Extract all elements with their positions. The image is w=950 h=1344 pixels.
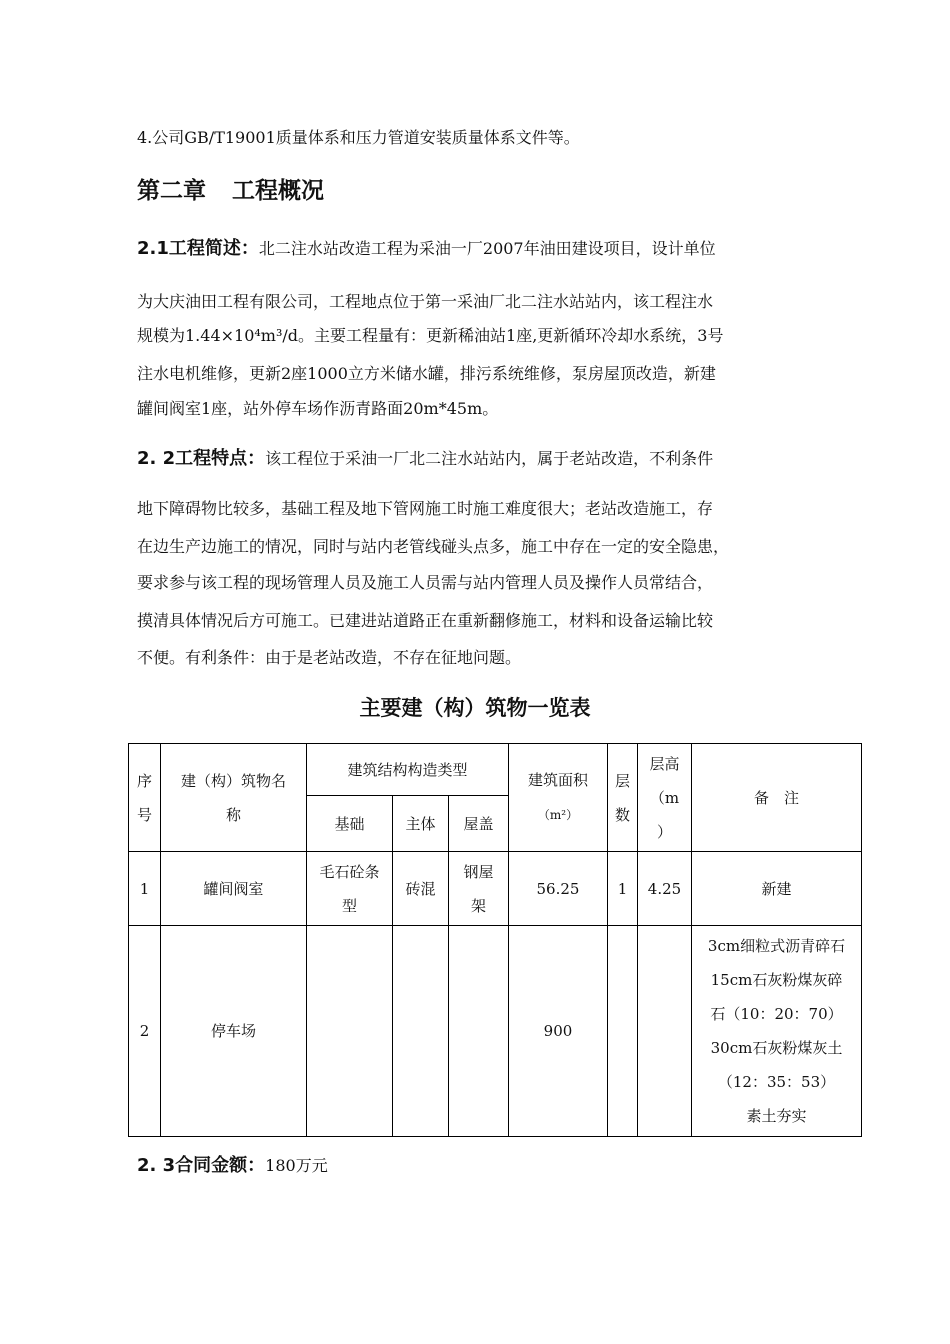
paragraph-line: 该工程位于采油一厂北二注水站站内，属于老站改造，不利条件 (265, 449, 714, 468)
reference-line: 4.公司GB/T19001质量体系和压力管道安装质量体系文件等。 (137, 128, 580, 147)
cell-floors (608, 926, 638, 1137)
paragraph-line: 不便。有利条件：由于是老站改造，不存在征地问题。 (137, 648, 522, 667)
section-2-3-heading: 2. 3合同金额： (137, 1155, 266, 1176)
cell-no: 2 (129, 926, 161, 1137)
cell-no: 1 (129, 852, 161, 926)
cell-foundation (307, 926, 393, 1137)
paragraph-line: 在边生产边施工的情况，同时与站内老管线碰头点多，施工中存在一定的安全隐患， (137, 537, 730, 556)
cell-remarks: 新建 (692, 852, 862, 926)
cell-foundation: 毛石砼条 型 (307, 852, 393, 926)
cell-body: 砖混 (393, 852, 449, 926)
cell-height: 4.25 (638, 852, 692, 926)
section-2-1-first-line (137, 239, 716, 259)
paragraph-line: 规模为1.44×10⁴m³/d。主要工程量有：更新稀油站1座,更新循环冷却水系统，3号 (137, 326, 724, 345)
cell-name: 罐间阀室 (161, 852, 307, 926)
header-roof: 屋盖 (449, 796, 509, 852)
header-name: 建（构）筑物名 称 (161, 744, 307, 852)
cell-height (638, 926, 692, 1137)
cell-area: 900 (509, 926, 608, 1137)
cell-name: 停车场 (161, 926, 307, 1137)
cell-remarks: 3cm细粒式沥青碎石 15cm石灰粉煤灰碎 石（10：20：70） 30cm石灰粉煤灰土 （12：35：53） 素土夯实 (692, 926, 862, 1137)
chapter-title: 第二章 工程概况 (137, 178, 325, 204)
paragraph-line: 北二注水站改造工程为采油一厂2007年油田建设项目，设计单位 (258, 239, 716, 258)
cell-roof (449, 926, 509, 1137)
header-area: 建筑面积 （m²） (509, 744, 608, 852)
section-2-2-heading: 2. 2工程特点： (137, 448, 266, 469)
section-2-3-line (137, 1156, 328, 1176)
buildings-table (128, 743, 862, 1137)
paragraph-line: 摸清具体情况后方可施工。已建进站道路正在重新翻修施工，材料和设备运输比较 (137, 611, 714, 630)
cell-roof: 钢屋 架 (449, 852, 509, 926)
header-no: 序 号 (129, 744, 161, 852)
table-row (129, 926, 862, 1137)
header-structure: 建筑结构构造类型 (307, 744, 509, 796)
cell-floors: 1 (608, 852, 638, 926)
paragraph-line: 地下障碍物比较多，基础工程及地下管网施工时施工难度很大；老站改造施工，存 (137, 499, 714, 518)
header-remarks: 备 注 (692, 744, 862, 852)
paragraph-line: 为大庆油田工程有限公司，工程地点位于第一采油厂北二注水站站内，该工程注水 (137, 292, 714, 311)
header-foundation: 基础 (307, 796, 393, 852)
paragraph-line: 要求参与该工程的现场管理人员及施工人员需与站内管理人员及操作人员常结合， (137, 573, 714, 592)
paragraph-line: 罐间阀室1座，站外停车场作沥青路面20m*45m。 (137, 399, 499, 418)
cell-body (393, 926, 449, 1137)
table-header-row (129, 744, 862, 796)
header-body: 主体 (393, 796, 449, 852)
table-row (129, 852, 862, 926)
header-floors: 层 数 (608, 744, 638, 852)
header-height: 层高 （m ） (638, 744, 692, 852)
section-2-1-heading: 2.1工程简述： (137, 238, 259, 259)
table-title: 主要建（构）筑物一览表 (359, 696, 591, 720)
section-2-2-first-line (137, 449, 713, 469)
cell-area: 56.25 (509, 852, 608, 926)
paragraph-line: 注水电机维修，更新2座1000立方米储水罐，排污系统维修，泵房屋顶改造，新建 (137, 364, 716, 383)
contract-amount: 180万元 (265, 1156, 328, 1175)
